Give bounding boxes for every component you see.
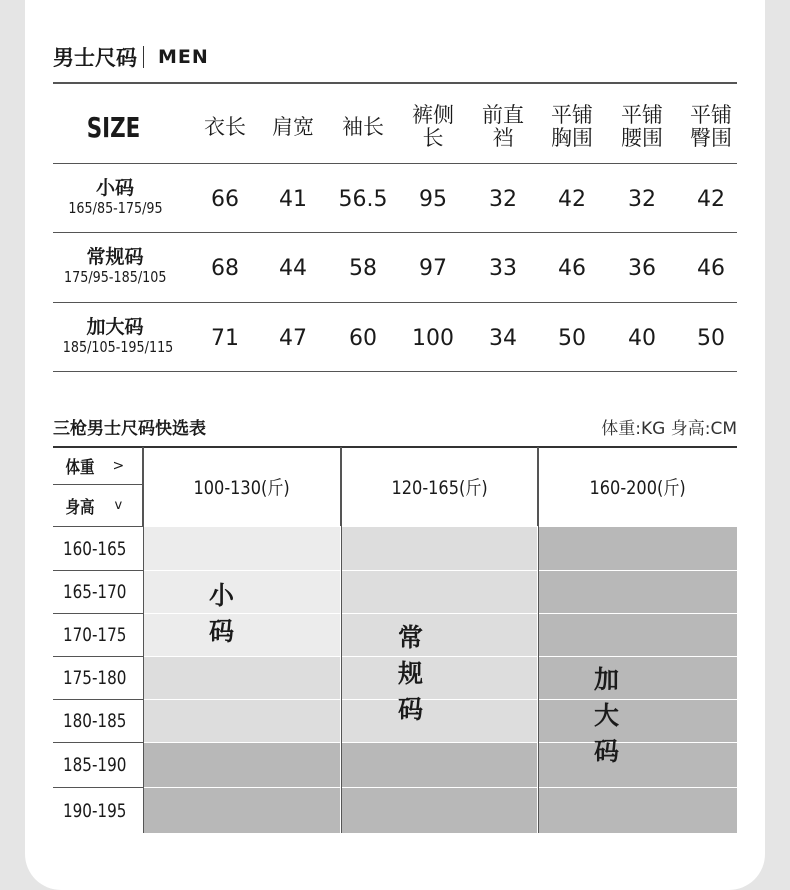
unit-note: 体重:KG 身高:CM (601, 419, 737, 439)
height-range-label (53, 526, 143, 570)
divider (53, 82, 737, 84)
column-header: 肩宽 (272, 114, 314, 139)
grid-cell (342, 787, 538, 833)
size-value: 50 (697, 326, 725, 351)
grid-cell (539, 570, 737, 613)
size-value: 95 (419, 187, 447, 212)
size-value: 58 (349, 256, 377, 281)
size-value: 46 (558, 256, 586, 281)
weight-axis-label (53, 447, 143, 485)
height-range-label (53, 570, 143, 613)
size-value: 33 (489, 256, 517, 281)
grid-cell (144, 787, 341, 833)
height-range-label-text: 180-185 (62, 710, 127, 732)
size-value: 40 (628, 326, 656, 351)
grid-divider (538, 447, 539, 833)
weight-range-header (539, 447, 737, 526)
size-label: SIZE (86, 110, 140, 144)
grid-cell (144, 656, 341, 699)
grid-cell (539, 656, 737, 699)
height-range-label (53, 656, 143, 699)
size-value: 42 (558, 187, 586, 212)
height-range-label (53, 613, 143, 656)
size-value: 100 (412, 326, 454, 351)
grid-cell (342, 699, 538, 742)
column-header: 平铺 胸围 (551, 103, 593, 150)
weight-label: 体重 (65, 458, 94, 478)
quick-select-title: 三枪男士尺码快选表 (53, 419, 206, 439)
grid-cell (342, 570, 538, 613)
weight-range-header-text: 120-165(斤) (391, 477, 488, 499)
size-value: 47 (279, 326, 307, 351)
weight-range-header-text: 160-200(斤) (589, 477, 687, 499)
grid-cell (539, 613, 737, 656)
grid-cell (144, 570, 341, 613)
grid-cell (342, 526, 538, 570)
weight-range-header (342, 447, 538, 526)
size-value: 34 (489, 326, 517, 351)
right-arrow-icon: > (112, 457, 125, 474)
height-range-label (53, 699, 143, 742)
size-value: 46 (697, 256, 725, 281)
height-range-label-text: 165-170 (62, 581, 127, 603)
size-header (53, 96, 173, 158)
divider (53, 371, 737, 372)
height-range-label-text: 190-195 (62, 799, 127, 822)
column-header: 平铺 腰围 (621, 103, 663, 150)
size-name: 加大码 (86, 316, 144, 338)
size-row-label (53, 317, 177, 356)
size-value: 32 (489, 187, 517, 212)
zone-label-large: 加大码 (594, 665, 620, 766)
size-value: 44 (279, 256, 307, 281)
size-value: 36 (628, 256, 656, 281)
height-axis-label (53, 485, 143, 526)
axis-corner (53, 447, 143, 526)
zone-label-small: 小码 (209, 581, 235, 646)
down-arrow-icon: v (114, 498, 123, 513)
grid-cell (539, 787, 737, 833)
size-range: 165/85-175/95 (67, 199, 163, 217)
grid-cell (144, 613, 341, 656)
grid-cell (539, 699, 737, 742)
height-range-label-text: 160-165 (62, 537, 127, 560)
size-range: 185/105-195/115 (62, 338, 174, 356)
weight-range-header-text: 100-130(斤) (193, 477, 291, 499)
grid-cell (342, 742, 538, 787)
zone-label-regular: 常规码 (398, 623, 424, 724)
size-name: 常规码 (86, 246, 144, 268)
column-header: 衣长 (204, 114, 246, 139)
title-divider (143, 46, 144, 68)
divider (53, 302, 737, 303)
column-header: 平铺 臀围 (690, 103, 732, 150)
size-value: 42 (697, 187, 725, 212)
height-range-label (53, 742, 143, 787)
column-header: 袖长 (342, 114, 384, 139)
grid-cell (539, 526, 737, 570)
divider (53, 163, 737, 164)
size-row-label (53, 178, 177, 217)
height-range-label-text: 170-175 (62, 624, 127, 646)
grid-cell (144, 742, 341, 787)
grid-cell (539, 742, 737, 787)
grid-cell (144, 526, 341, 570)
size-range: 175/95-185/105 (63, 268, 167, 286)
grid-cell (342, 656, 538, 699)
size-value: 50 (558, 326, 586, 351)
grid-divider (341, 447, 342, 833)
column-header: 前直 裆 (482, 103, 524, 150)
size-name: 小码 (95, 177, 134, 199)
size-value: 56.5 (338, 187, 388, 212)
grid-divider (143, 447, 144, 833)
size-value: 68 (211, 256, 239, 281)
size-value: 60 (349, 326, 377, 351)
height-range-label (53, 787, 143, 833)
height-label: 身高 (65, 498, 94, 518)
chart-title (53, 42, 209, 72)
grid-cell (144, 699, 341, 742)
title-en: MEN (158, 46, 209, 68)
height-range-label-text: 185-190 (62, 754, 127, 776)
divider (53, 232, 737, 233)
size-value: 41 (279, 187, 307, 212)
weight-range-header (144, 447, 341, 526)
height-range-label-text: 175-180 (62, 667, 127, 689)
grid-cell (342, 613, 538, 656)
size-value: 32 (628, 187, 656, 212)
size-row-label (53, 247, 177, 286)
size-value: 71 (211, 326, 239, 351)
title-cn: 男士尺码 (53, 46, 137, 70)
column-header: 裤侧 长 (412, 103, 454, 150)
size-value: 66 (211, 187, 239, 212)
size-value: 97 (419, 256, 447, 281)
